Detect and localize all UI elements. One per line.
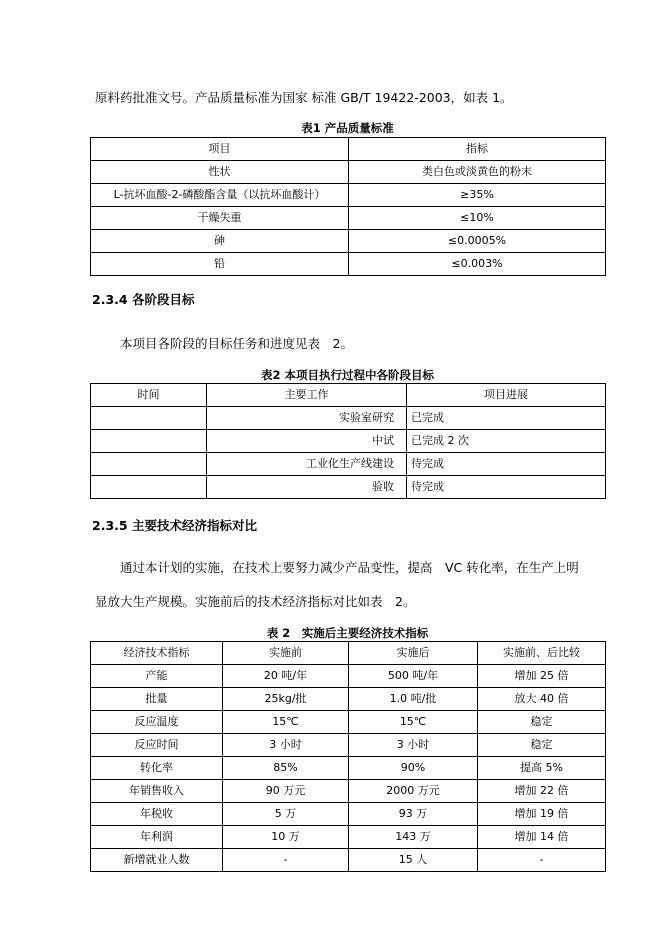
table-cell: 性状: [91, 161, 349, 184]
table-cell: 1.0 吨/批: [349, 688, 478, 711]
compare-paragraph-line-2: 显放大生产规模。实施前后的技术经济指标对比如表 2。: [95, 594, 416, 609]
table-cell: 90%: [349, 757, 478, 780]
table-row: [91, 849, 606, 872]
table-cell: 砷: [91, 230, 349, 253]
section-heading-2-3-5: 2.3.5 主要技术经济指标对比: [92, 518, 257, 533]
table-row: [91, 230, 606, 253]
table-cell: 500 吨/年: [349, 665, 478, 688]
table-cell: 工业化生产线建设: [207, 453, 407, 476]
table-cell: 15℃: [223, 711, 349, 734]
intro-paragraph: 原料药批准文号。产品质量标准为国家 标准 GB/T 19422-2003，如表 1。: [95, 90, 513, 105]
table-header-cell: 项目进展: [407, 384, 606, 407]
table-cell: 产能: [91, 665, 223, 688]
table-cell: 增加 22 倍: [478, 780, 606, 803]
table-header-cell: 实施后: [349, 642, 478, 665]
table-cell: 3 小时: [349, 734, 478, 757]
table-cell: 批量: [91, 688, 223, 711]
stage-goals-table: [90, 383, 606, 499]
table-cell: 15 人: [349, 849, 478, 872]
table-header-cell: 实施前: [223, 642, 349, 665]
table-cell: ≥35%: [349, 184, 606, 207]
table-header-cell: 指标: [349, 138, 606, 161]
table-cell: 验收: [207, 476, 407, 499]
table-cell: 10 万: [223, 826, 349, 849]
table-cell: 铅: [91, 253, 349, 276]
table-cell: 85%: [223, 757, 349, 780]
table-cell: 待完成: [407, 476, 606, 499]
table-cell: 干燥失重: [91, 207, 349, 230]
compare-paragraph-line-1: 通过本计划的实施，在技术上要努力减少产品变性，提高 VC 转化率，在生产上明: [120, 560, 579, 575]
table-cell: 新增就业人数: [91, 849, 223, 872]
table-header-row: [91, 384, 606, 407]
table-header-row: [91, 138, 606, 161]
table-row: [91, 757, 606, 780]
table-cell: ≤0.0005%: [349, 230, 606, 253]
table-row: [91, 161, 606, 184]
table-cell: 实验室研究: [207, 407, 407, 430]
table-cell: 中试: [207, 430, 407, 453]
table-header-cell: 实施前、后比较: [478, 642, 606, 665]
table-row: [91, 826, 606, 849]
table2-caption: 表2 本项目执行过程中各阶段目标: [260, 368, 434, 382]
table-row: [91, 253, 606, 276]
table-cell: ≤0.003%: [349, 253, 606, 276]
table-cell: 5 万: [223, 803, 349, 826]
table-cell: 20 吨/年: [223, 665, 349, 688]
table-row: [91, 688, 606, 711]
table-cell: 增加 14 倍: [478, 826, 606, 849]
table-cell: 25kg/批: [223, 688, 349, 711]
table-cell: 已完成: [407, 407, 606, 430]
table-row: [91, 207, 606, 230]
table-header-cell: 时间: [91, 384, 207, 407]
table-cell: 反应温度: [91, 711, 223, 734]
table3-caption: 表 2 实施后主要经济技术指标: [266, 626, 429, 640]
quality-standard-table: [90, 137, 606, 276]
table-row: [91, 407, 606, 430]
table-row: [91, 184, 606, 207]
table-cell: 反应时间: [91, 734, 223, 757]
table-cell: L-抗坏血酸-2-磷酸酯含量（以抗坏血酸计）: [91, 184, 349, 207]
table-cell: -: [223, 849, 349, 872]
table-cell: 年销售收入: [91, 780, 223, 803]
economic-indicators-table: [90, 641, 606, 872]
table-cell: 待完成: [407, 453, 606, 476]
table-row: [91, 734, 606, 757]
stage-paragraph: 本项目各阶段的目标任务和进度见表 2。: [120, 336, 353, 351]
table-cell: 类白色或淡黄色的粉末: [349, 161, 606, 184]
table-cell: [91, 430, 207, 453]
table-row: [91, 476, 606, 499]
table-header-row: [91, 642, 606, 665]
table1-caption: 表1 产品质量标准: [301, 121, 394, 135]
table-cell: 2000 万元: [349, 780, 478, 803]
table-cell: [91, 407, 207, 430]
table-header-cell: 主要工作: [207, 384, 407, 407]
table-row: [91, 711, 606, 734]
table-row: [91, 780, 606, 803]
table-cell: 年利润: [91, 826, 223, 849]
table-cell: 稳定: [478, 711, 606, 734]
table-cell: ≤10%: [349, 207, 606, 230]
table-cell: 增加 25 倍: [478, 665, 606, 688]
table-row: [91, 453, 606, 476]
table-cell: 提高 5%: [478, 757, 606, 780]
table-cell: [91, 453, 207, 476]
table-row: [91, 430, 606, 453]
table-cell: 转化率: [91, 757, 223, 780]
table-cell: 年税收: [91, 803, 223, 826]
table-cell: 3 小时: [223, 734, 349, 757]
table-cell: 93 万: [349, 803, 478, 826]
section-heading-2-3-4: 2.3.4 各阶段目标: [92, 292, 195, 307]
table-cell: 90 万元: [223, 780, 349, 803]
table-cell: -: [478, 849, 606, 872]
table-cell: [91, 476, 207, 499]
table-cell: 已完成 2 次: [407, 430, 606, 453]
table-row: [91, 665, 606, 688]
table-cell: 放大 40 倍: [478, 688, 606, 711]
table-cell: 15℃: [349, 711, 478, 734]
table-cell: 稳定: [478, 734, 606, 757]
table-cell: 143 万: [349, 826, 478, 849]
table-header-cell: 经济技术指标: [91, 642, 223, 665]
table-header-cell: 项目: [91, 138, 349, 161]
table-row: [91, 803, 606, 826]
table-cell: 增加 19 倍: [478, 803, 606, 826]
